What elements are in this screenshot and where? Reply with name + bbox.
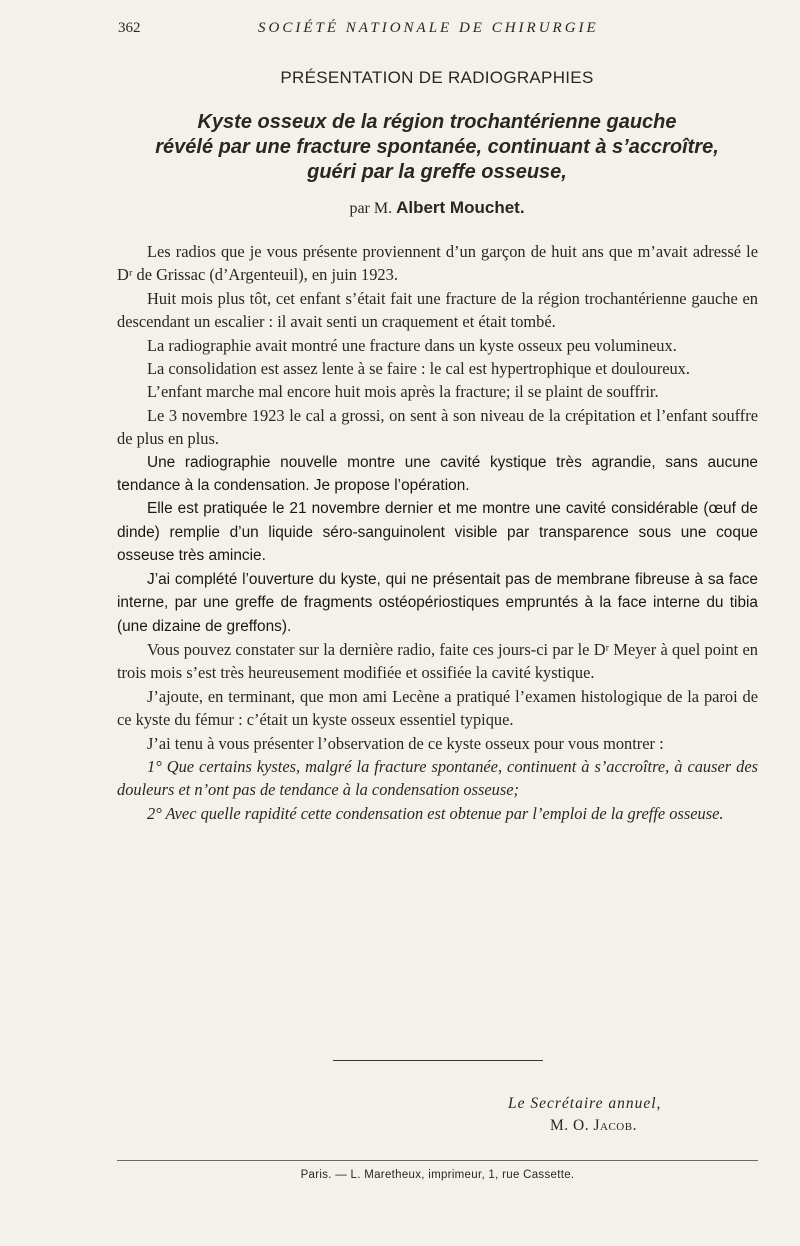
paragraph: L’enfant marche mal encore huit mois après la fracture; il se plaint de souffrir. [147,382,659,402]
paragraph: Huit mois plus tôt, cet enfant s’était fait une fracture de la région trochantérienne gauche en descendant un escalier : il avait senti un craquement et était tombé. [117,288,758,332]
conclusion-item: 2° Avec quelle rapidité cette condensation est obtenue par l’emploi de la greffe osseuse. [147,803,724,823]
paragraph: Les radios que je vous présente proviennent d’un garçon de huit ans que m’avait adressé le Dʳ de Grissac (d’Argenteuil), en juin 1923. [117,242,758,285]
paragraph: Elle est pratiquée le 21 novembre dernier et me montre une cavité considérable (œuf de dinde) remplie d’un liquide séro-sanguinolent visible par transparence sous une coque osseuse très amincie. [117,500,758,565]
article-title-line: guéri par la greffe osseuse, [307,161,567,183]
article-title-line: Kyste osseux de la région trochantérienne gauche [197,111,677,133]
author-name: Albert Mouchet. [396,198,525,217]
article-body [117,240,758,825]
signature-role: Le Secrétaire annuel, [508,1095,662,1112]
paragraph: Une radiographie nouvelle montre une cavité kystique très agrandie, sans aucune tendance à la condensation. Je propose l’opération. [117,453,758,495]
paragraph: Le 3 novembre 1923 le cal a grossi, on sent à son niveau de la crépitation et l’enfant souffre de plus en plus. [117,405,758,449]
signature-name [550,1117,637,1135]
page-number: 362 [118,20,141,36]
paragraph: Vous pouvez constater sur la dernière radio, faite ces jours-ci par le Dʳ Meyer à quel point en trois mois s’est très heureusement modifiée et ossifiée la cavité kystique. [117,639,758,683]
paragraph: J’ai complété l’ouverture du kyste, qui ne présentait pas de membrane fibreuse à sa face interne, par une greffe de fragments ostéopériostiques empruntés à la face interne du tibia (une dizaine de greffons). [117,570,758,635]
article-title-line: révélé par une fracture spontanée, continuant à s’accroître, [155,136,719,158]
conclusion-item: 1° Que certains kystes, malgré la fracture spontanée, continuent à s’accroître, à causer des douleurs et n’ont pas de tendance à la condensation osseuse; [117,756,758,800]
signature-surname: Jacob. [593,1117,637,1134]
closing-rule [333,1060,543,1061]
paragraph: La consolidation est assez lente à se faire : le cal est hypertrophique et douloureux. [147,359,690,379]
byline-prefix: par M. [349,200,393,217]
signature-initials: M. O. [550,1117,590,1134]
article-title [0,110,800,185]
printer-colophon: Paris. — L. Maretheux, imprimeur, 1, rue Cassette. [117,1160,758,1181]
paragraph: La radiographie avait montré une fracture dans un kyste osseux peu volumineux. [147,335,677,355]
journal-title: SOCIÉTÉ NATIONALE DE CHIRURGIE [258,20,599,36]
byline [0,198,800,218]
running-head [118,20,760,42]
section-title: PRÉSENTATION DE RADIOGRAPHIES [280,68,594,87]
paragraph: J’ai tenu à vous présenter l’observation de ce kyste osseux pour vous montrer : [147,733,664,753]
paragraph: J’ajoute, en terminant, que mon ami Lecène a pratiqué l’examen histologique de la paroi de ce kyste du fémur : c’était un kyste osseux essentiel typique. [117,686,758,730]
